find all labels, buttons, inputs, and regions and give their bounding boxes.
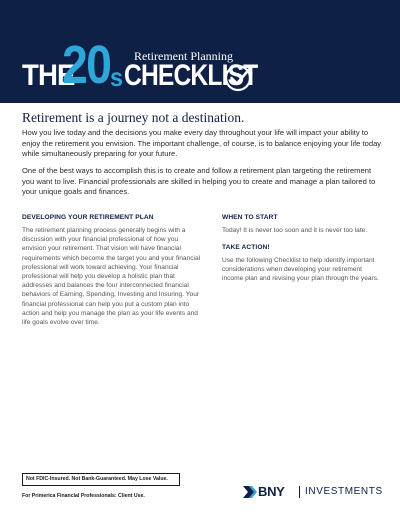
checkmark-circle-icon — [222, 60, 256, 94]
bny-investments-logo — [243, 485, 383, 499]
client-use-note: For Primerica Financial Professionals: Client Use. — [22, 493, 145, 499]
developing-plan-heading: DEVELOPING YOUR RETIREMENT PLAN — [22, 214, 154, 221]
developing-plan-text: The retirement planning process generally begins with a discussion with your financial professional of how you envision your retirement. That vision will have financial requirements which become the target you and your financial professional will work toward achieving. Your financial professional will help you develop a holistic plan that addresses and balances the four interconnected financial behaviors of Earning, Spending, Investing and Insuring. Your financial professional can help you put a custom plan into action and help you manage the plan as your life events and life goals evolve over time. — [22, 227, 201, 327]
banner-title-checklist: CHECKLIST — [124, 59, 258, 92]
header-banner — [0, 0, 400, 103]
fdic-disclaimer: Not FDIC-Insured. Not Bank-Guaranteed. May Lose Value. — [22, 473, 180, 486]
take-action-heading: TAKE ACTION! — [222, 244, 270, 251]
logo-investments-text: INVESTMENTS — [305, 486, 383, 497]
banner-title-the: THE — [22, 59, 75, 92]
page-headline: Retirement is a journey not a destination. — [22, 110, 245, 125]
banner-subtitle: Retirement Planning — [134, 49, 233, 63]
logo-divider — [299, 486, 300, 498]
banner-title-20: 20 — [62, 35, 111, 95]
intro-paragraph-2: One of the best ways to accomplish this is to create and follow a retirement plan targeting the retirement you want to live. Financial professionals are skilled in helping you to create and manage a plan tailored to your unique goals and finances. — [22, 166, 376, 197]
when-to-start-text: Today! It is never too soon and it is never too late. — [222, 227, 368, 234]
take-action-text: Use the following Checklist to help identify important considerations when developing your retirement income plan and revising your plan through the years. — [222, 257, 379, 283]
logo-bny-text: BNY — [258, 484, 285, 499]
banner-title-s: s — [110, 62, 124, 92]
when-to-start-heading: WHEN TO START — [222, 214, 278, 221]
intro-paragraph-1: How you live today and the decisions you make every day throughout your life will impact your ability to enjoy the retirement you envision. The important challenge, of course, is to balance enjoying your life today while simultaneously preparing for your future. — [22, 128, 382, 159]
bny-arrow-logo-icon — [243, 486, 257, 498]
